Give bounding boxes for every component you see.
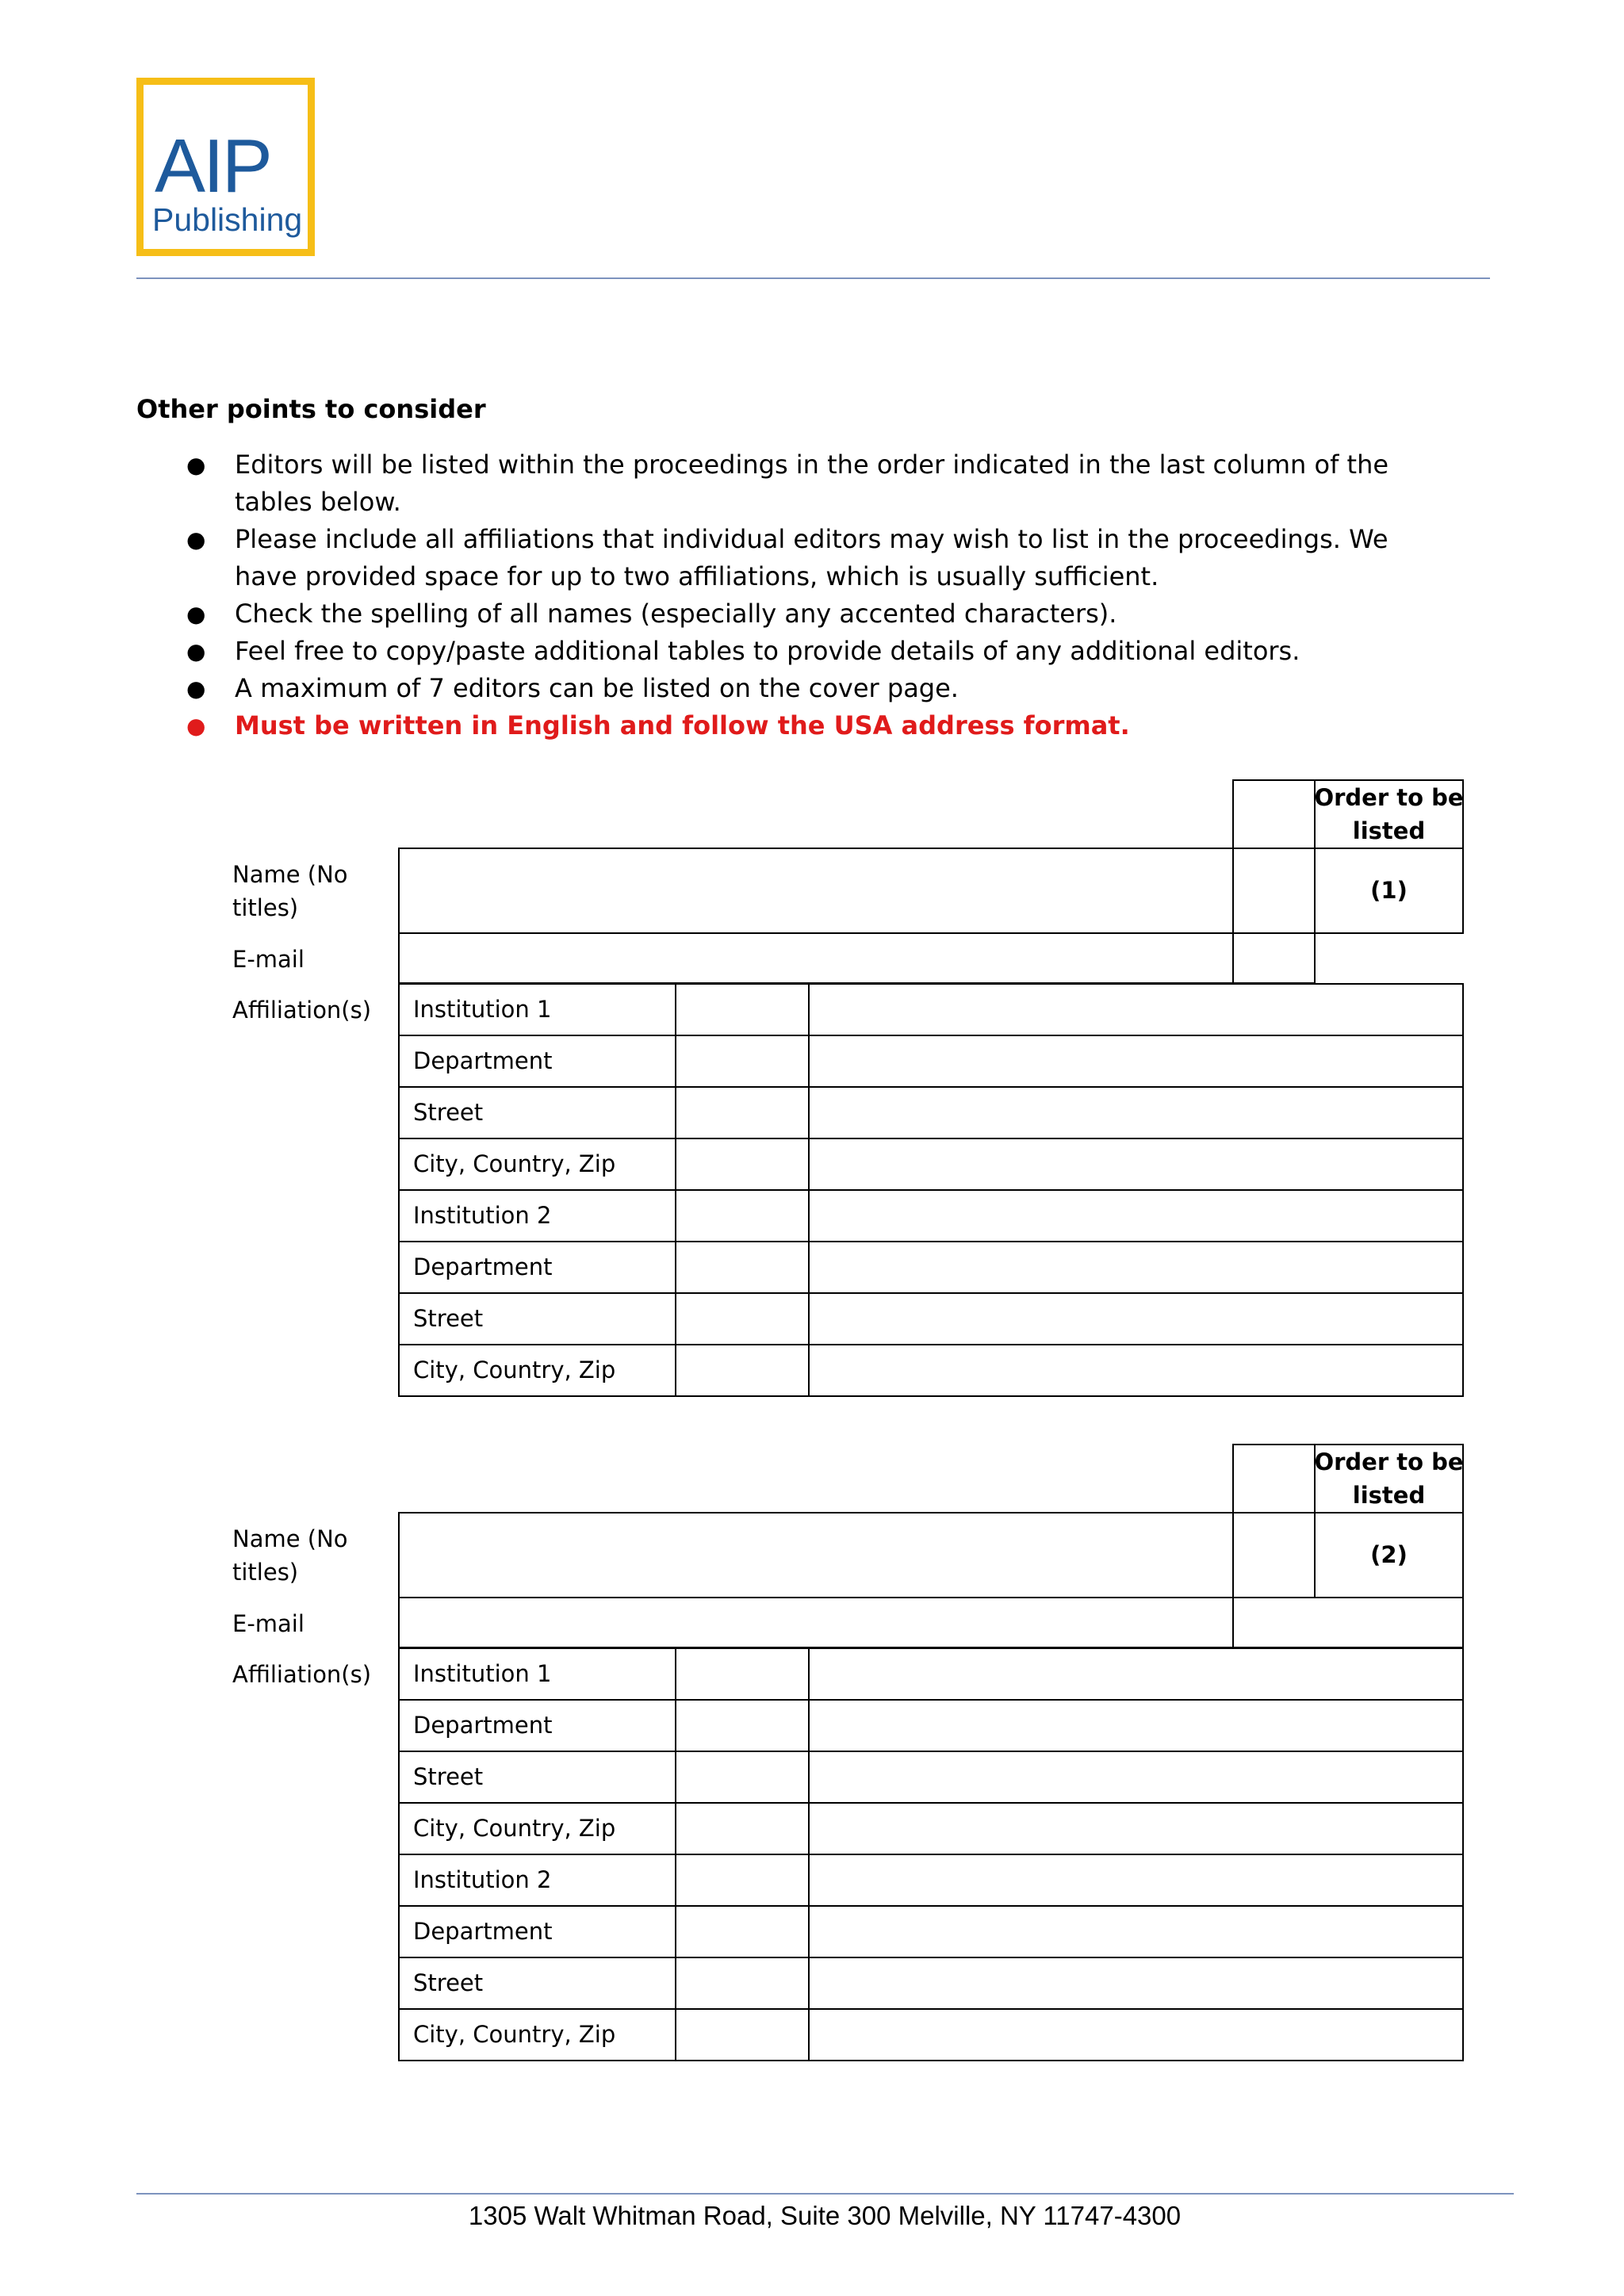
affiliation-row-label: Street	[413, 1969, 484, 1996]
affiliation-value-field[interactable]	[808, 1292, 1464, 1345]
affiliation-row-label: Street	[413, 1305, 484, 1332]
affiliation-value-field[interactable]	[808, 1241, 1464, 1294]
affiliation-row-label: Street	[413, 1763, 484, 1790]
affiliation-value-field[interactable]	[808, 1138, 1464, 1191]
order-divider	[1314, 932, 1316, 984]
bullet-icon: ●	[186, 601, 206, 627]
affiliation-value-field[interactable]	[808, 1905, 1464, 1958]
affiliation-short-field[interactable]	[675, 2008, 810, 2061]
affiliation-row-label: City, Country, Zip	[413, 1357, 616, 1383]
affiliation-short-field[interactable]	[675, 1854, 810, 1907]
affiliation-value-field[interactable]	[808, 2008, 1464, 2061]
affiliation-value-field[interactable]	[808, 1802, 1464, 1855]
affiliation-row-label: Street	[413, 1099, 484, 1126]
point-item: ● Editors will be listed within the proceedings in the order indicated in the last column of the tables below.	[136, 446, 1453, 521]
affiliation-row-label: City, Country, Zip	[413, 1815, 616, 1842]
affiliation-value-field[interactable]	[808, 1751, 1464, 1804]
affiliation-row-label: Institution 1	[413, 1660, 552, 1687]
email-field[interactable]	[398, 932, 1234, 984]
order-spacer-cell	[1232, 1444, 1316, 1513]
affiliation-value-field[interactable]	[808, 1086, 1464, 1139]
footer-rule	[136, 2193, 1514, 2195]
logo-publishing-text: Publishing	[152, 201, 303, 238]
affiliation-short-field[interactable]	[675, 1241, 810, 1294]
affiliation-short-field[interactable]	[675, 1086, 810, 1139]
name-extra-cell[interactable]	[1232, 1512, 1316, 1598]
affiliation-row-label: Institution 2	[413, 1202, 552, 1229]
affiliation-value-field[interactable]	[808, 1957, 1464, 2010]
affiliation-short-field[interactable]	[675, 1138, 810, 1191]
email-label: E-mail	[232, 946, 304, 973]
bullet-icon: ●	[186, 713, 206, 739]
affiliation-row-label: Department	[413, 1712, 553, 1739]
name-label: Name (No titles)	[232, 1525, 348, 1586]
name-extra-cell[interactable]	[1232, 848, 1316, 934]
points-list	[136, 446, 1453, 744]
name-label: Name (No titles)	[232, 861, 348, 921]
email-extra-cell[interactable]	[1232, 1597, 1464, 1648]
order-header: Order to be listed	[1314, 784, 1464, 844]
bullet-icon: ●	[186, 638, 206, 664]
affiliation-value-field[interactable]	[808, 1647, 1464, 1701]
affiliation-value-field[interactable]	[808, 1344, 1464, 1397]
affiliation-row-label: Institution 2	[413, 1866, 552, 1893]
affiliation-value-field[interactable]	[808, 1699, 1464, 1752]
point-item: ● Please include all affiliations that individual editors may wish to list in the proceedings. We have provided space for up to two affiliations, which is usually sufficient.	[136, 521, 1453, 595]
affiliation-short-field[interactable]	[675, 1647, 810, 1701]
affiliation-row-label: Institution 1	[413, 996, 552, 1023]
affiliation-value-field[interactable]	[808, 1035, 1464, 1088]
bullet-icon: ●	[186, 675, 206, 702]
affiliation-short-field[interactable]	[675, 1699, 810, 1752]
logo-aip-text: AIP	[155, 124, 270, 209]
affiliation-short-field[interactable]	[675, 1344, 810, 1397]
affiliation-row-label: City, Country, Zip	[413, 1150, 616, 1177]
affiliation-row-label: City, Country, Zip	[413, 2021, 616, 2048]
affiliation-value-field[interactable]	[808, 1854, 1464, 1907]
header-rule	[136, 277, 1490, 279]
section-heading: Other points to consider	[136, 394, 486, 424]
point-item: ● Check the spelling of all names (especially any accented characters).	[136, 595, 1453, 633]
order-spacer-cell	[1232, 779, 1316, 849]
affiliation-row-label: Department	[413, 1047, 553, 1074]
affiliations-label: Affiliation(s)	[232, 997, 372, 1024]
affiliation-short-field[interactable]	[675, 1292, 810, 1345]
bullet-icon: ●	[186, 452, 206, 478]
order-value: (1)	[1370, 877, 1408, 904]
email-field[interactable]	[398, 1597, 1234, 1648]
name-field[interactable]	[398, 1512, 1234, 1598]
affiliation-value-field[interactable]	[808, 1189, 1464, 1242]
email-label: E-mail	[232, 1610, 304, 1637]
affiliation-row-label: Department	[413, 1918, 553, 1945]
affiliations-label: Affiliation(s)	[232, 1661, 372, 1688]
point-item: ● Feel free to copy/paste additional tables to provide details of any additional editors.	[136, 633, 1453, 670]
affiliation-short-field[interactable]	[675, 1751, 810, 1804]
affiliation-short-field[interactable]	[675, 1957, 810, 2010]
affiliation-short-field[interactable]	[675, 1035, 810, 1088]
affiliation-value-field[interactable]	[808, 983, 1464, 1036]
affiliation-short-field[interactable]	[675, 1905, 810, 1958]
aip-publishing-logo	[136, 78, 315, 256]
affiliation-short-field[interactable]	[675, 983, 810, 1036]
warning-item: ● Must be written in English and follow the USA address format.	[136, 707, 1453, 744]
affiliation-short-field[interactable]	[675, 1802, 810, 1855]
order-value: (2)	[1370, 1541, 1408, 1568]
point-item: ● A maximum of 7 editors can be listed on the cover page.	[136, 670, 1453, 707]
name-field[interactable]	[398, 848, 1234, 934]
order-header: Order to be listed	[1314, 1448, 1464, 1509]
affiliation-row-label: Department	[413, 1253, 553, 1280]
email-extra-cell[interactable]	[1232, 932, 1316, 984]
footer-address: 1305 Walt Whitman Road, Suite 300 Melville, NY 11747-4300	[468, 2201, 1182, 2230]
bullet-icon: ●	[186, 526, 206, 553]
affiliation-short-field[interactable]	[675, 1189, 810, 1242]
